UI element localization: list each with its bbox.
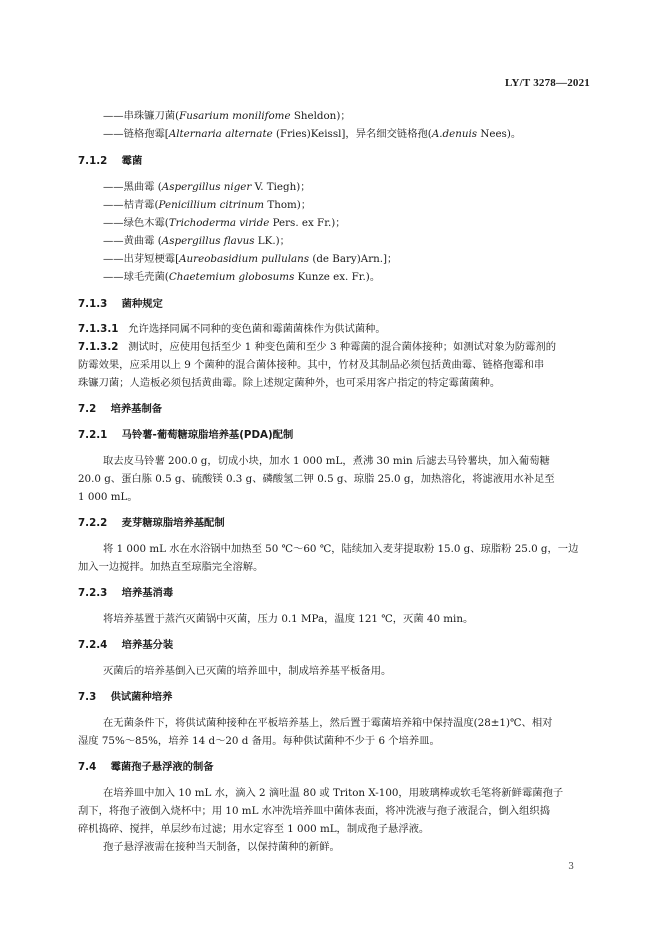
paragraph-line: 孢子悬浮液需在接种当天制备，以保持菌种的新鲜。	[103, 841, 340, 853]
paragraph-line: 1 000 mL。	[78, 491, 138, 503]
paragraph-line: 将培养基置于蒸汽灭菌锅中灭菌，压力 0.1 MPa，温度 121 ℃，灭菌 40 min。	[103, 613, 474, 625]
paragraph-line: 取去皮马铃薯 200.0 g，切成小块，加水 1 000 mL，煮沸 30 min 后滤去马铃薯块，加入葡萄糖	[103, 455, 550, 467]
list-item: ——串珠镰刀菌(Fusarium monilifome Sheldon)；	[103, 110, 351, 122]
section-heading-7-1-3: 7.1.3 菌种规定	[78, 298, 163, 310]
paragraph-line: 碎机捣碎、搅拌，单层纱布过滤；用水定容至 1 000 mL，制成孢子悬浮液。	[78, 823, 430, 835]
page-number: 3	[568, 862, 574, 872]
section-heading-7-2: 7.2 培养基制备	[78, 403, 163, 415]
paragraph-line: 加入一边搅拌。加热直至琼脂完全溶解。	[78, 561, 264, 573]
section-heading-7-3: 7.3 供试菌种培养	[78, 691, 173, 703]
paragraph-line: 在无菌条件下，将供试菌种接种在平板培养基上，然后置于霉菌培养箱中保持温度(28±1)℃、相对	[103, 717, 553, 729]
paragraph-line: 刮下，将孢子液倒入烧杯中；用 10 mL 水冲洗培养皿中菌体表面，将冲洗液与孢子液混合，倒入组织捣	[78, 805, 550, 817]
paragraph-line: 珠镰刀菌；人造板必须包括黄曲霉。除上述规定菌种外，也可采用客户指定的特定霉菌菌种。	[78, 377, 501, 389]
section-heading-7-2-3: 7.2.3 培养基消毒	[78, 587, 174, 599]
section-heading-7-2-1: 7.2.1 马铃薯-葡萄糖琼脂培养基(PDA)配制	[78, 429, 294, 441]
paragraph-line: 防霉效果，应采用以上 9 个菌种的混合菌体接种。其中，竹材及其制品必须包括黄曲霉、链格孢霉和串	[78, 359, 545, 371]
paragraph-line: 灭菌后的培养基倒入已灭菌的培养皿中，制成培养基平板备用。	[103, 665, 392, 677]
list-item: ——黑曲霉 (Aspergillus niger V. Tiegh)；	[103, 181, 311, 193]
list-item: ——桔青霉(Penicillium citrinum Thom)；	[103, 199, 312, 211]
paragraph-line: 湿度 75%～85%，培养 14 d～20 d 备用。每种供试菌种不少于 6 个培养皿。	[78, 735, 440, 747]
standard-number-header: LY/T 3278—2021	[504, 77, 590, 89]
list-item: ——球毛壳菌(Chaetemium globosums Kunze ex. Fr.)。	[103, 271, 381, 283]
paragraph-7-1-3-1: 7.1.3.1 允许选择同属不同种的变色菌和霉菌菌株作为供试菌种。	[78, 323, 386, 335]
section-heading-7-1-2: 7.1.2 霉菌	[78, 155, 143, 167]
paragraph-line: 20.0 g、蛋白胨 0.5 g、硫酸镁 0.3 g、磷酸氢二钾 0.5 g、琼脂 25.0 g，加热溶化，将滤液用水补足至	[78, 473, 555, 485]
section-heading-7-4: 7.4 霉菌孢子悬浮液的制备	[78, 761, 214, 773]
list-item: ——出芽短梗霉[Aureobasidium pullulans (de Bary)Arn.]；	[103, 253, 398, 265]
list-item: ——绿色木霉(Trichoderma viride Pers. ex Fr.)；	[103, 217, 346, 229]
paragraph-line: 在培养皿中加入 10 mL 水，滴入 2 滴吐温 80 或 Triton X-100，用玻璃棒或软毛笔将新鲜霉菌孢子	[103, 787, 564, 799]
list-item: ——链格孢霉[Alternaria alternate (Fries)Keissl]，异名细交链格孢(A.denuis Nees)。	[103, 128, 522, 140]
list-item: ——黄曲霉 (Aspergillus flavus LK.)；	[103, 235, 290, 247]
paragraph-7-1-3-2: 7.1.3.2 测试时，应使用包括至少 1 种变色菌和至少 3 种霉菌的混合菌体接种；如测试对象为防霉剂的	[78, 341, 557, 353]
section-heading-7-2-2: 7.2.2 麦芽糖琼脂培养基配制	[78, 517, 225, 529]
paragraph-line: 将 1 000 mL 水在水浴锅中加热至 50 ℃～60 ℃，陆续加入麦芽提取粉 15.0 g、琼脂粉 25.0 g，一边	[103, 543, 579, 555]
section-heading-7-2-4: 7.2.4 培养基分装	[78, 639, 174, 651]
